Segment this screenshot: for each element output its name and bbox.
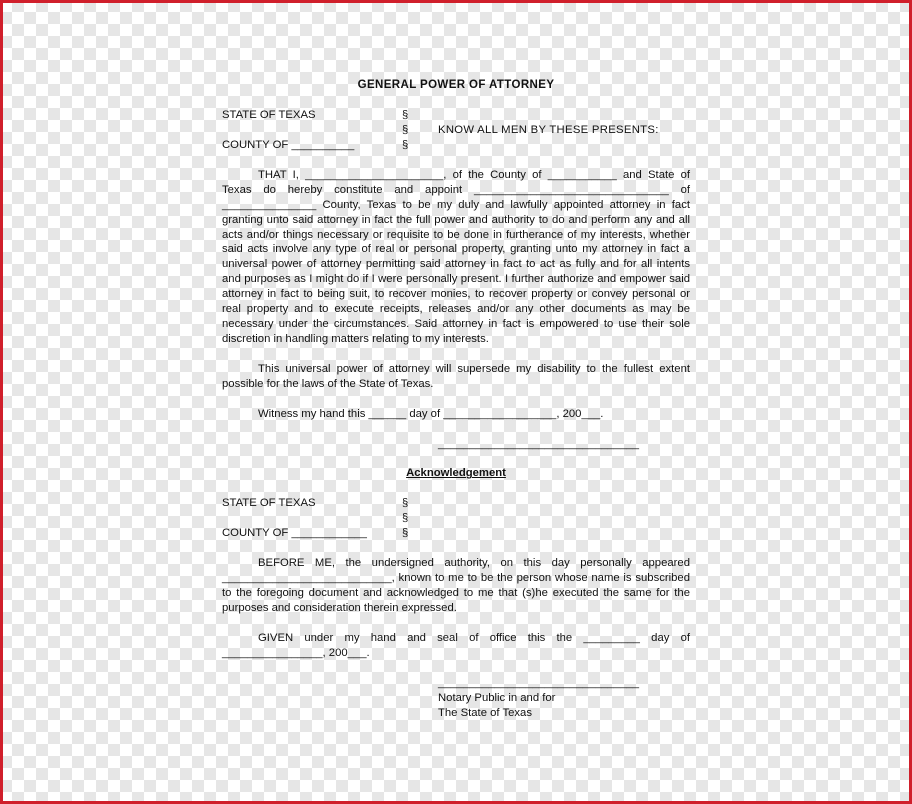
section-symbol: §	[402, 527, 409, 540]
notary-signature-block	[438, 676, 690, 721]
section-symbol: §	[402, 497, 409, 510]
witness-line-text: Witness my hand this ______ day of __________________, 200___.	[258, 407, 604, 420]
acknowledgement-venue-block	[222, 496, 690, 541]
disability-paragraph	[222, 362, 690, 392]
section-symbol: §	[402, 108, 409, 121]
grant-paragraph	[222, 168, 690, 347]
given-text: GIVEN under my hand and seal of office this the _________ day of ________________, 200___.	[222, 631, 690, 659]
ack-venue-state: STATE OF TEXAS	[222, 497, 316, 510]
witness-line	[222, 407, 690, 422]
before-me-paragraph	[222, 556, 690, 616]
document-title: GENERAL POWER OF ATTORNEY	[357, 79, 555, 91]
venue-block	[222, 108, 690, 153]
venue-county: COUNTY OF __________	[222, 138, 355, 151]
given-paragraph	[222, 631, 690, 661]
section-symbol: §	[402, 512, 409, 525]
acknowledgement-title: Acknowledgement	[406, 467, 506, 480]
notary-signature-line: ________________________________	[438, 676, 640, 689]
notary-state: The State of Texas	[438, 706, 532, 719]
know-all-men-heading: KNOW ALL MEN BY THESE PRESENTS:	[438, 123, 659, 136]
venue-state: STATE OF TEXAS	[222, 108, 316, 121]
before-me-text: BEFORE ME, the undersigned authority, on this day personally appeared ___________________________, known to me to be the person whose name is subscribed to the foregoing document and acknowledged to me that (s)he executed the same for the purposes and consideration therein expressed.	[222, 557, 690, 615]
grant-paragraph-text: THAT I, ______________________, of the County of ___________ and State of Texas do hereby constitute and appoint _______________________________ of _______________ County, Texas to be my duly and lawfully appointed attorney in fact granting unto said attorney in fact the full power and authority to do and perform any and all acts and/or things necessary or requisite to be done in furtherance of my interests, whether said acts involve any type of real or personal property, granting unto my attorney in fact a universal power of attorney permitting said attorney in fact to act as fully and for all intents and purposes as I might do if I were personally present. I further authorize and empower said attorney in fact to being suit, to recover monies, to recover property or convey personal or real property and to execute receipts, releases and/or any other documents as may be necessary under the circumstances. Said attorney in fact is empowered to use their sole discretion in handling matters relating to my interests.	[222, 168, 690, 345]
ack-venue-county: COUNTY OF ____________	[222, 527, 367, 540]
section-symbol: §	[402, 123, 409, 136]
disability-paragraph-text: This universal power of attorney will supersede my disability to the fullest extent possible for the laws of the State of Texas.	[222, 362, 690, 390]
notary-label: Notary Public in and for	[438, 691, 556, 704]
section-symbol: §	[402, 138, 409, 151]
document-page	[222, 78, 690, 720]
principal-signature-line: ________________________________	[438, 437, 640, 450]
